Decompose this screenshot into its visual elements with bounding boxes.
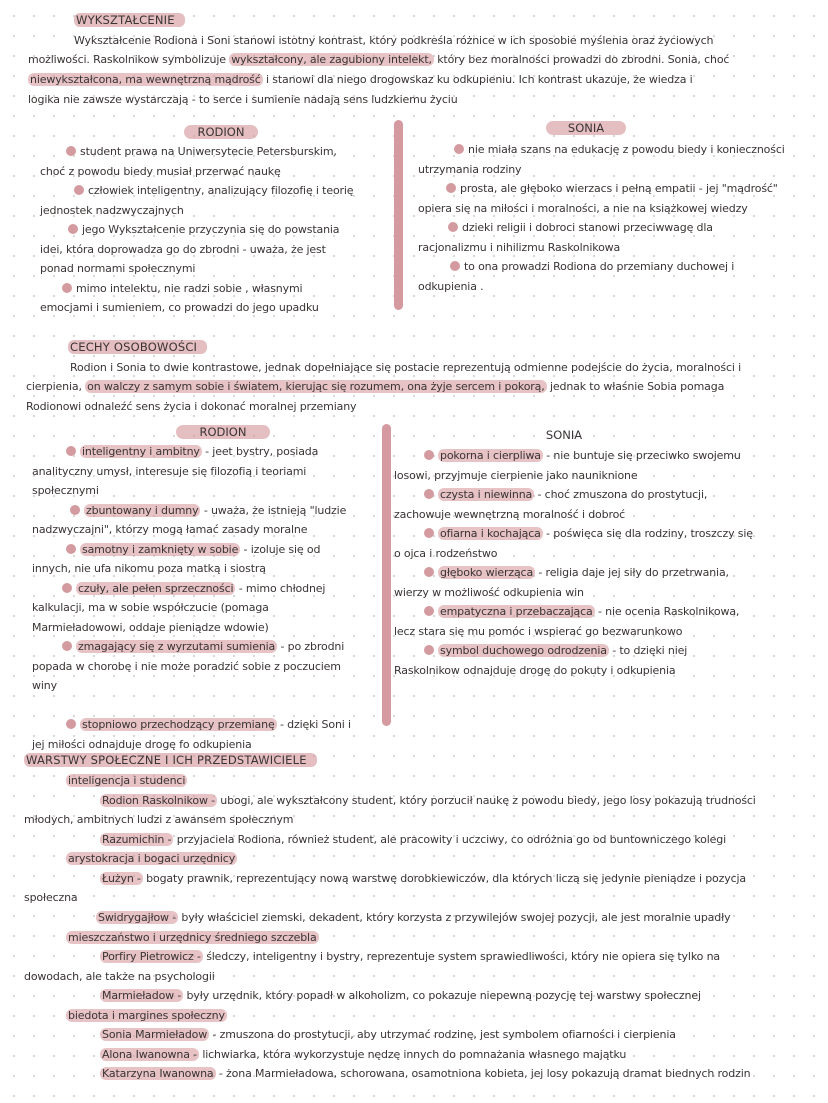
- list-item: mimo intelektu, nie radzi sobie , własnymi: [40, 279, 353, 299]
- bullet-icon: [454, 144, 464, 154]
- bullet-icon: [424, 645, 434, 655]
- heading-cechy-osobowosci: CECHY OSOBOWOŚCI: [68, 340, 207, 355]
- list-item: zbuntowany i dumny - uważa, że istnieją "ludzie: [32, 501, 351, 521]
- sonia-column-heading: SONIA: [545, 428, 583, 442]
- entry-line: młodych, ambitnych ludzi z awansem społecznym: [24, 813, 294, 826]
- entry-line: Marmieładow - były urzędnik, który popadł w alkoholizm, co pokazuje niepewną pozycję tej warstwy społecznej: [102, 989, 701, 1002]
- list-item: zmagający się z wyrzutami sumienia - po zbrodni: [32, 637, 351, 657]
- bullet-icon: [66, 446, 76, 456]
- paragraph-line: Rodionowi odnaleźć sens życia i dokonać moralnej przemiany: [26, 400, 357, 413]
- heading-warstwy-spoleczne: WARSTWY SPOŁECZNE I ICH PRZEDSTAWICIELE: [24, 753, 317, 768]
- bullet-icon: [62, 641, 72, 651]
- bullet-icon: [424, 489, 434, 499]
- highlight: on walczy z samym sobie i światem, kierując się rozumem, ona żyje sercem i pokorą,: [87, 380, 545, 393]
- bullet-icon: [424, 606, 434, 616]
- entry-line: Łużyn - bogaty prawnik, reprezentujący nową warstwę dorobkiewiczów, dla których liczą się jedynie pieniądze i pozycja: [102, 872, 746, 885]
- list-item: dzieki religii i dobroci stanowi przeciwwagę dla: [418, 218, 785, 238]
- paragraph-line: cierpienia, on walczy z samym sobie i światem, kierując się rozumem, ona żyje sercem i pokorą, jednak to właśnie Sobia pomaga: [26, 380, 725, 393]
- entry-line: Razumichin - przyjaciela Rodiona, również student, ale pracowity i uczciwy, co odróżnia go od buntowniczego kolegi: [102, 833, 727, 846]
- entry-line: Swidrygajłow - były właściciel ziemski, dekadent, który korzysta z przywilejów swojej pozycji, ale jest moralnie upadły: [98, 911, 731, 924]
- bullet-icon: [66, 719, 76, 729]
- list-item: czuły, ale pełen sprzeczności - mimo chłodnej: [32, 579, 351, 599]
- sonia-education-list: nie miała szans na edukację z powodu biedy i konieczności utrzymania rodziny prosta, ale głęboko wierzacs i pełną empatii - jej "mądrość" opiera się na miłości i moralności, a nie na książkowej wiedzy dzieki religii i dobroci stanowi przeciwwagę dla racjonalizmu i nihilizmu Raskolnikowa to ona prowadzi Rodiona do przemiany duchowej i odkupienia .: [418, 140, 785, 296]
- bullet-icon: [68, 224, 78, 234]
- group-label: arystokracja i bogaci urzędnicy: [68, 852, 236, 865]
- column-divider: [382, 424, 391, 726]
- list-item: czysta i niewinna - choć zmuszona do prostytucji,: [394, 485, 753, 505]
- bullet-icon: [424, 567, 434, 577]
- list-item: głęboko wierząca - religia daje jej siły do przetrwania,: [394, 563, 753, 583]
- rodion-traits-list: inteligentny i ambitny - jeet bystry, posiada analityczny umysł, interesuje się filozofią i teoriami społecznymi zbuntowany i dumny - uważa, że istnieją "ludzie nadzwyczajni", którzy mogą łamać zasady moralne samotny i zamknięty w sobie - izoluje się od innych, nie ufa nikomu poza matką i siostrą czuły, ale pełen sprzeczności - mimo chłodnej kalkulacji, ma w sobie współczucie (pomaga Marmieładowowi, oddaje pieniądze wdowie) zmagający się z wyrzutami sumienia - po zbrodni popada w chorobę i nie może poradzić sobie z poczuciem winy stopniowo przechodzący przemianę - dzięki Soni i jej miłości odnajduje drogę fo odkupienia: [32, 442, 351, 754]
- list-item: to ona prowadzi Rodiona do przemiany duchowej i: [418, 257, 785, 277]
- list-item: jego Wykształcenie przyczynia się do powstania: [40, 220, 353, 240]
- list-item: człowiek inteligentny, analizujący filozofię i teorię: [40, 181, 353, 201]
- group-label: biedota i margines społeczny: [68, 1009, 225, 1022]
- paragraph-line: Wykształcenie Rodiona i Soni stanowi istotny kontrast, który podkreśla różnice w ich sposobie myślenia oraz życiowych: [74, 34, 714, 47]
- rodion-column-heading: RODION: [184, 125, 258, 139]
- highlight: niewykształcona, ma wewnętrzną mądrość: [30, 73, 261, 86]
- bullet-icon: [424, 528, 434, 538]
- list-item: pokorna i cierpliwa - nie buntuje się przeciwko swojemu: [394, 446, 753, 466]
- list-item: student prawa na Uniwersytecie Petersburskim,: [40, 142, 353, 162]
- entry-line: Katarzyna Iwanowna - żona Marmieładowa, schorowana, osamotniona kobieta, jej losy pokazują dramat biednych rodzin: [102, 1067, 751, 1080]
- list-item: inteligentny i ambitny - jeet bystry, posiada: [32, 442, 351, 462]
- list-item: empatyczna i przebaczająca - nie ocenia Raskolnikowa,: [394, 602, 753, 622]
- list-item: ofiarna i kochająca - poświęca się dla rodziny, troszczy się: [394, 524, 753, 544]
- list-item: stopniowo przechodzący przemianę - dzięki Soni i: [32, 715, 351, 735]
- list-item: prosta, ale głęboko wierzacs i pełną empatii - jej "mądrość": [418, 179, 785, 199]
- bullet-icon: [74, 185, 84, 195]
- bullet-icon: [66, 544, 76, 554]
- heading-wyksztalcenie: WYKSZTAŁCENIE: [74, 13, 185, 28]
- bullet-icon: [62, 583, 72, 593]
- entry-line: dowodach, ale także na psychologii: [24, 970, 215, 983]
- highlight: wykształcony, ale zagubiony intelekt,: [231, 53, 432, 66]
- list-item: symbol duchowego odrodzenia - to dzięki niej: [394, 641, 753, 661]
- paragraph-line: niewykształcona, ma wewnętrzną mądrość i stanowi dla niego drogowskaz ku odkupieniu. Ich kontrast ukazuje, że wiedza i: [30, 73, 693, 86]
- list-item: samotny i zamknięty w sobie - izoluje się od: [32, 540, 351, 560]
- entry-line: Alona Iwanowna - lichwiarka, która wykorzystuje nędzę innych do pomnażania własnego majątku: [102, 1048, 627, 1061]
- bullet-icon: [70, 505, 80, 515]
- group-label: inteligencja i studenci: [68, 774, 186, 787]
- column-divider: [394, 120, 403, 310]
- paragraph-line: Rodion i Sonia to dwie kontrastowe, jednak dopełniające się postacie reprezentują odmienne podejście do życia, moralności i: [70, 361, 742, 374]
- bullet-icon: [446, 183, 456, 193]
- group-label: mieszczaństwo i urzędnicy średniego szczebla: [68, 931, 317, 944]
- sonia-traits-list: pokorna i cierpliwa - nie buntuje się przeciwko swojemu losowi, przyjmuje cierpienie jako nauniknione czysta i niewinna - choć zmuszona do prostytucji, zachowuje wewnętrzną moralność i dobroć ofiarna i kochająca - poświęca się dla rodziny, troszczy się o ojca i rodzeństwo głęboko wierząca - religia daje jej siły do przetrwania, wierzy w możliwość odkupienia win empatyczna i przebaczająca - nie ocenia Raskolnikowa, lecz stara się mu pomóc i wspierać go bezwarunkowo symbol duchowego odrodzenia - to dzięki niej Raskolnikow odnajduje drogę do pokuty i odkupienia: [394, 446, 753, 680]
- rodion-education-list: student prawa na Uniwersytecie Petersburskim, choć z powodu biedy musiał przerwać naukę człowiek inteligentny, analizujący filozofię i teorię jednostek nadzwyczajnych jego Wykształcenie przyczynia się do powstania idei, która doprowadza go do zbrodni - uważa, że jest ponad normami społecznymi mimo intelektu, nie radzi sobie , własnymi emocjami i sumieniem, co prowadzi do jego upadku: [40, 142, 353, 318]
- bullet-icon: [424, 450, 434, 460]
- entry-line: Rodion Raskolnikow - ubogi, ale wykształcony student, który porzucił naukę z powodu biedy, jego losy pokazują trudności: [102, 794, 756, 807]
- bullet-icon: [448, 222, 458, 232]
- bullet-icon: [450, 261, 460, 271]
- list-item: nie miała szans na edukację z powodu biedy i konieczności: [418, 140, 785, 160]
- rodion-column-heading: RODION: [176, 425, 270, 439]
- entry-line: Porfiry Pietrowicz - śledczy, inteligentny i bystry, reprezentuje system sprawiedliwości, który nie opiera się tylko na: [102, 950, 720, 963]
- bullet-icon: [62, 283, 72, 293]
- sonia-column-heading: SONIA: [546, 121, 626, 135]
- paragraph-line: logika nie zawsze wystarczają - to serce i sumienie nadają sens ludzkiemu życiu: [28, 93, 458, 106]
- entry-line: społeczna: [24, 891, 78, 904]
- paragraph-line: możliwości. Raskolnikow symbolizuje wykształcony, ale zagubiony intelekt, który bez moralności prowadzi do zbrodni. Sonia, choć: [28, 53, 730, 66]
- bullet-icon: [66, 146, 76, 156]
- entry-line: Sonia Marmieładow - zmuszona do prostytucji, aby utrzymać rodzinę, jest symbolem ofiarności i cierpienia: [102, 1028, 676, 1041]
